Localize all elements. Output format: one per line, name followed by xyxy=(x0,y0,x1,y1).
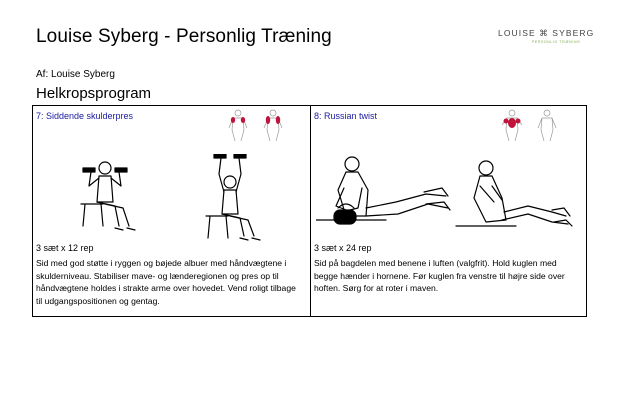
exercise-card xyxy=(33,106,311,316)
program-title: Helkropsprogram xyxy=(36,85,152,102)
logo-tagline: PERSONLIG TRÆNING xyxy=(532,40,581,44)
exercise-title: 8: Russian twist xyxy=(314,111,378,121)
exercise-table xyxy=(32,105,587,317)
author-line: Af: Louise Syberg xyxy=(36,69,115,80)
document-title: Louise Syberg - Personlig Træning xyxy=(36,26,332,47)
brand-logo xyxy=(498,26,595,48)
exercise-description: Sid med god støtte i ryggen og bøjede albuer med håndvægtene i skulderniveau. Stabiliser mave- og lænderegionen og pres op til håndvægtene holdes i strakte arme over hovedet. Vend roligt tilbage til udgangspositionen og gentag. xyxy=(36,258,296,306)
exercise-card xyxy=(311,106,586,316)
exercise-description: Sid på bagdelen med benene i luften (valgfrit). Hold kuglen med begge hænder i hornene. Før kuglen fra venstre til højre side over hoften. Sørg for at roter i maven. xyxy=(314,258,565,293)
muscle-map-shoulders xyxy=(223,108,293,142)
logo-wordmark: LOUISE ⌘ SYBERG xyxy=(498,28,595,38)
exercise-illustration xyxy=(73,154,283,242)
exercise-illustration xyxy=(316,150,581,242)
exercise-title: 7: Siddende skulderpres xyxy=(36,111,134,121)
muscle-map-core xyxy=(497,108,567,142)
exercise-sets: 3 sæt x 24 rep xyxy=(314,243,372,253)
exercise-sets: 3 sæt x 12 rep xyxy=(36,243,94,253)
